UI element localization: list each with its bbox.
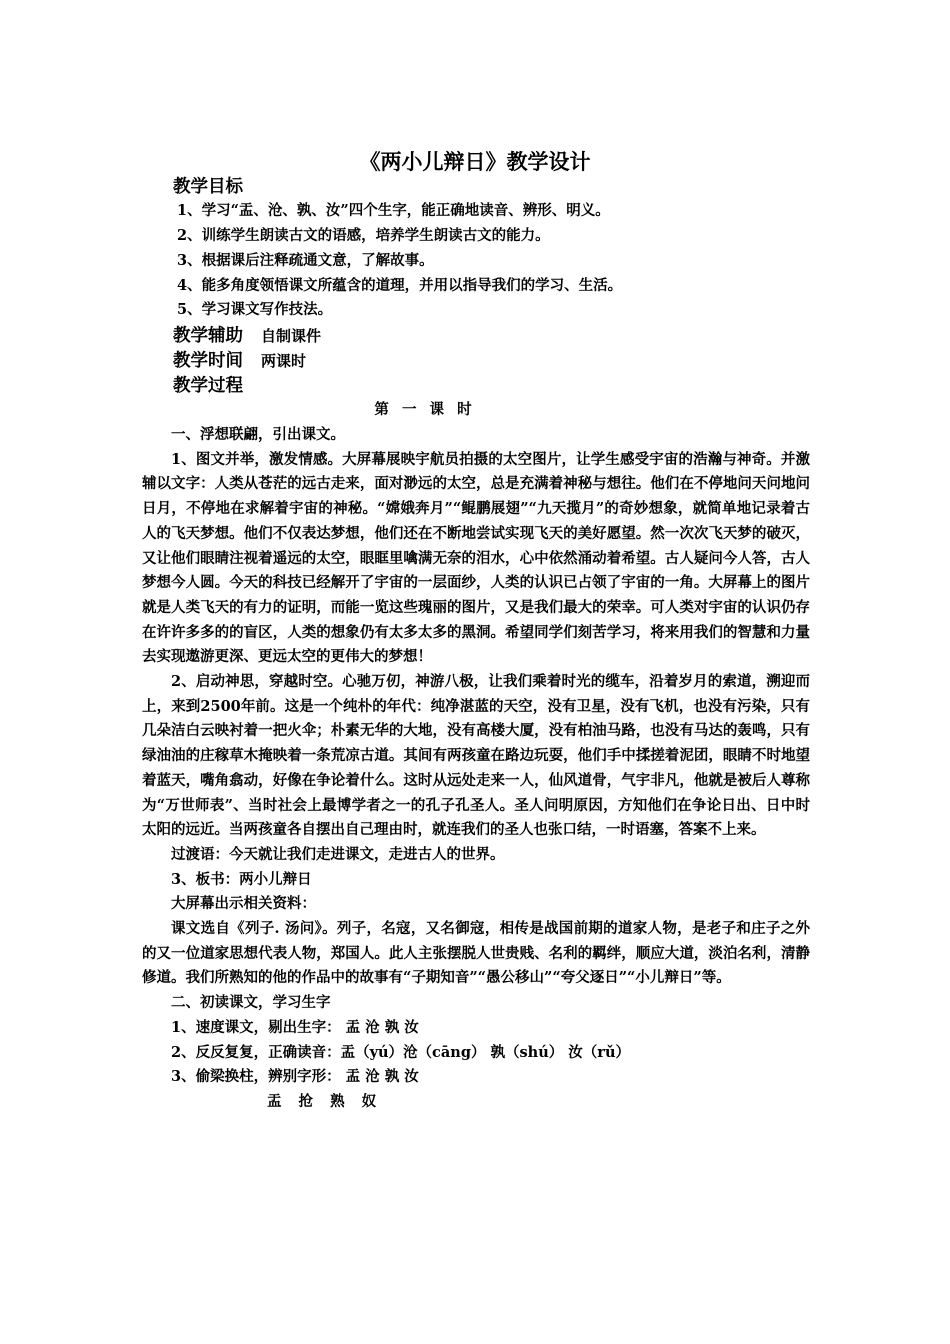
step-pick-characters: 1、速度课文，剔出生字： 盂 沧 孰 汝 <box>171 1018 419 1036</box>
paragraph-space-images: 1、图文并举，激发情感。大屏幕展映宇航员拍摄的太空图片，让学生感受宇宙的浩瀚与神奇。并激辅以文字：人类从苍茫的远古走来，面对渺远的太空，总是充满着神秘与想往。他们在不停地问天问地问日月，不停地在求解着宇宙的神秘。“嫦娥奔月”“鲲鹏展翅”“九天揽月”的奇妙想象，就简单地记录着古人的飞天梦想。他们不仅表达梦想，他们还在不断地尝试实现飞天的美好愿望。然一次次飞天梦的破灭，又让他们眼睛注视着遥远的太空，眼眶里噙满无奈的泪水，心中依然涌动着希望。古人疑问今人答，古人梦想今人圆。今天的科技已经解开了宇宙的一层面纱，人类的认识已占领了宇宙的一角。大屏幕上的图片就是人类飞天的有力的证明，而能一览这些瑰丽的图片，又是我们最大的荣幸。可人类对宇宙的认识仍存在许许多多的的盲区，人类的想象仍有太多太多的黑洞。希望同学们刻苦学习，将来用我们的智慧和力量去实现遨游更深、更远太空的更伟大的梦想！ <box>142 450 810 666</box>
time-row <box>173 349 306 373</box>
document-title: 《两小儿辩日》教学设计 <box>359 149 591 174</box>
compare-characters-line: 盂 抢 熟 奴 <box>267 1092 383 1110</box>
paragraph-liezi-background: 课文选自《列子. 汤问》。列子，名寇，又名御寇，相传是战国前期的道家人物，是老子和庄子之外的又一位道家思想代表人物，郑国人。此人主张摆脱人世贵贱、名利的羁绊，顺应大道，淡泊名利，清静修道。我们所熟知的他的作品中的故事有“子期知音”“愚公移山”“夸父逐日”“小儿辩日”等。 <box>142 920 810 987</box>
aids-row <box>173 324 321 348</box>
transition-line: 过渡语：今天就让我们走进课文，走进古人的世界。 <box>171 845 505 863</box>
objective-item-3: 3、根据课后注释疏通文意，了解故事。 <box>177 252 434 269</box>
step-distinguish-shapes: 3、偷梁换柱，辨别字形： 盂 沧 孰 汝 <box>171 1068 419 1086</box>
section-heading-2: 二、初读课文，学习生字 <box>171 994 331 1012</box>
board-writing-line: 3、板书：两小儿辩日 <box>171 870 312 888</box>
step-pronunciation: 2、反反复复，正确读音：盂（yú）沧（cāng） 孰（shú） 汝（rǔ） <box>171 1043 630 1061</box>
section-heading-1: 一、浮想联翩，引出课文。 <box>171 426 345 443</box>
paragraph-time-travel: 2、启动神思，穿越时空。心驰万仞，神游八极，让我们乘着时光的缆车，沿着岁月的索道，溯迎而上，来到2500年前。这是一个纯朴的年代：纯净湛蓝的天空，没有卫星，没有飞机，也没有污染，只有几朵洁白云映衬着一把火伞；朴素无华的大地，没有高楼大厦，没有柏油马路，也没有马达的轰鸣，只有绿油油的庄稼草木掩映着一条荒凉古道。其间有两孩童在路边玩耍，他们手中揉搓着泥团，眼睛不时地望着蓝天，嘴角翕动，好像在争论着什么。这时从远处走来一人，仙风道骨，气宇非凡，他就是被后人尊称为“万世师表”、当时社会上最博学者之一的孔子孔圣人。圣人问明原因，方知他们在争论日出、日中时太阳的远近。当两孩童各自摆出自己理由时，就连我们的圣人也张口结，一时语塞，答案不上来。 <box>142 673 810 839</box>
lesson-heading: 第 一 课 时 <box>374 401 476 418</box>
aids-value: 自制课件 <box>261 327 322 345</box>
objective-item-2: 2、训练学生朗读古文的语感，培养学生朗读古文的能力。 <box>177 227 550 244</box>
lesson-body <box>142 423 810 1115</box>
screen-materials-line: 大屏幕出示相关资料： <box>171 895 316 913</box>
time-value: 两课时 <box>261 352 307 370</box>
objective-item-5: 5、学习课文写作技法。 <box>177 301 333 318</box>
objectives-heading: 教学目标 <box>173 177 243 197</box>
time-label: 教学时间 <box>173 351 243 371</box>
process-heading: 教学过程 <box>173 376 243 396</box>
objective-item-4: 4、能多角度领悟课文所蕴含的道理，并用以指导我们的学习、生活。 <box>177 277 623 294</box>
objective-item-1: 1、学习“盂、沧、孰、汝”四个生字，能正确地读音、辨形、明义。 <box>177 202 610 219</box>
aids-label: 教学辅助 <box>173 326 243 346</box>
